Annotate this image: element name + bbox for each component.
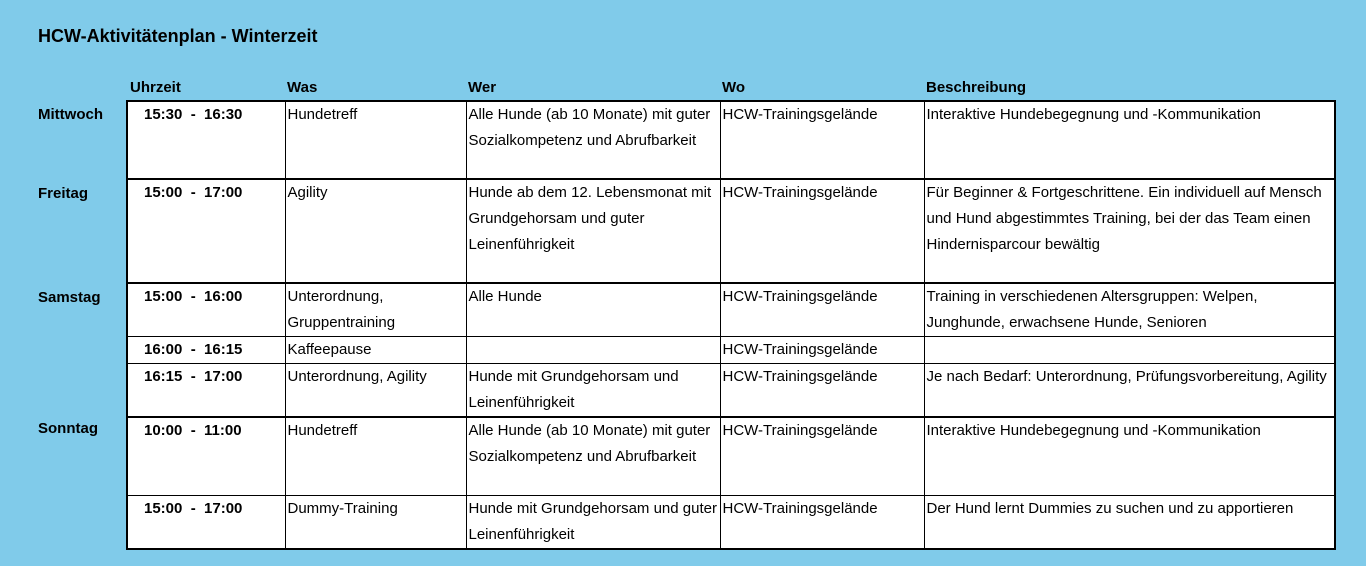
header-wo: Wo bbox=[722, 79, 746, 96]
wo-cell: HCW-Trainingsgelände bbox=[720, 283, 924, 337]
wer-cell: Hunde ab dem 12. Lebensmonat mit Grundgehorsam und guter Leinenführigkeit bbox=[466, 179, 720, 283]
table-row bbox=[127, 417, 1335, 495]
schedule-table bbox=[126, 100, 1336, 550]
day-label-samstag: Samstag bbox=[38, 289, 101, 306]
time-cell: 16:00 - 16:15 bbox=[127, 337, 285, 364]
wer-cell bbox=[466, 337, 720, 364]
header-wer: Wer bbox=[468, 79, 497, 96]
wer-cell: Alle Hunde (ab 10 Monate) mit guter Sozialkompetenz und Abrufbarkeit bbox=[466, 101, 720, 179]
wer-cell: Alle Hunde bbox=[466, 283, 720, 337]
wer-cell: Hunde mit Grundgehorsam und guter Leinenführigkeit bbox=[466, 495, 720, 549]
wo-cell: HCW-Trainingsgelände bbox=[720, 101, 924, 179]
wo-cell: HCW-Trainingsgelände bbox=[720, 179, 924, 283]
beschreibung-cell: Der Hund lernt Dummies zu suchen und zu apportieren bbox=[924, 495, 1335, 549]
beschreibung-cell bbox=[924, 337, 1335, 364]
wo-cell: HCW-Trainingsgelände bbox=[720, 364, 924, 418]
table-row bbox=[127, 179, 1335, 283]
header-was: Was bbox=[287, 79, 318, 96]
wo-cell: HCW-Trainingsgelände bbox=[720, 495, 924, 549]
header-beschreibung: Beschreibung bbox=[926, 79, 1027, 96]
time-cell: 15:00 - 17:00 bbox=[127, 495, 285, 549]
was-cell: Dummy-Training bbox=[285, 495, 466, 549]
day-label-mittwoch: Mittwoch bbox=[38, 106, 103, 123]
beschreibung-cell: Interaktive Hundebegegnung und -Kommunikation bbox=[924, 417, 1335, 495]
wer-cell: Hunde mit Grundgehorsam und Leinenführigkeit bbox=[466, 364, 720, 418]
wer-cell: Alle Hunde (ab 10 Monate) mit guter Sozialkompetenz und Abrufbarkeit bbox=[466, 417, 720, 495]
beschreibung-cell: Interaktive Hundebegegnung und -Kommunikation bbox=[924, 101, 1335, 179]
was-cell: Hundetreff bbox=[285, 101, 466, 179]
beschreibung-cell: Je nach Bedarf: Unterordnung, Prüfungsvorbereitung, Agility bbox=[924, 364, 1335, 418]
table-row bbox=[127, 101, 1335, 179]
time-cell: 15:00 - 17:00 bbox=[127, 179, 285, 283]
day-label-freitag: Freitag bbox=[38, 185, 89, 202]
was-cell: Agility bbox=[285, 179, 466, 283]
table-row bbox=[127, 495, 1335, 549]
time-cell: 15:00 - 16:00 bbox=[127, 283, 285, 337]
beschreibung-cell: Training in verschiedenen Altersgruppen: Welpen, Junghunde, erwachsene Hunde, Senioren bbox=[924, 283, 1335, 337]
was-cell: Hundetreff bbox=[285, 417, 466, 495]
beschreibung-cell: Für Beginner & Fortgeschrittene. Ein individuell auf Mensch und Hund abgestimmtes Training, bei der das Team einen Hindernisparcour bewältig bbox=[924, 179, 1335, 283]
day-label-sonntag: Sonntag bbox=[38, 420, 98, 437]
time-cell: 16:15 - 17:00 bbox=[127, 364, 285, 418]
time-cell: 10:00 - 11:00 bbox=[127, 417, 285, 495]
header-uhrzeit: Uhrzeit bbox=[130, 79, 181, 96]
table-row bbox=[127, 283, 1335, 337]
wo-cell: HCW-Trainingsgelände bbox=[720, 337, 924, 364]
was-cell: Kaffeepause bbox=[285, 337, 466, 364]
time-cell: 15:30 - 16:30 bbox=[127, 101, 285, 179]
was-cell: Unterordnung, Gruppentraining bbox=[285, 283, 466, 337]
page-title: HCW-Aktivitätenplan - Winterzeit bbox=[38, 26, 318, 46]
table-row bbox=[127, 364, 1335, 418]
table-row bbox=[127, 337, 1335, 364]
was-cell: Unterordnung, Agility bbox=[285, 364, 466, 418]
wo-cell: HCW-Trainingsgelände bbox=[720, 417, 924, 495]
